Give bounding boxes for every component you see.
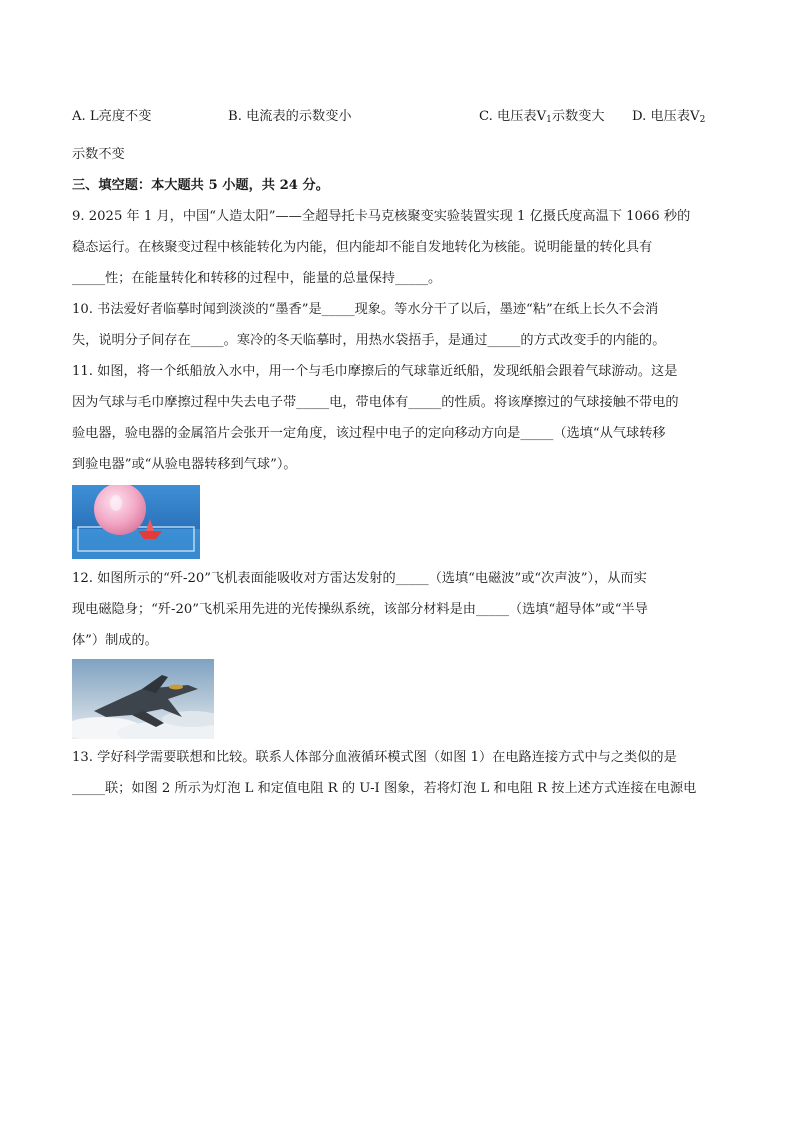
section-heading: 三、填空题：本大题共 5 小题，共 24 分。 — [72, 178, 329, 193]
j20-jet-image — [72, 659, 214, 739]
option-c: C. 电压表$V_1$示数变大 — [479, 109, 605, 125]
q12-line-1: 12. 如图所示的“歼-20”飞机表面能吸收对方雷达发射的_____（选填“电磁波”或“次声波”），从而实 — [72, 571, 647, 586]
q13-line-2: _____联；如图 2 所示为灯泡 L 和定值电阻 R 的 U-I 图象，若将灯泡 L 和电阻 R 按上述方式连接在电源电 — [72, 781, 697, 796]
q13-line-1: 13. 学好科学需要联想和比较。联系人体部分血液循环模式图（如图 1）在电路连接方式中与之类似的是 — [72, 750, 677, 765]
option-a: A. L亮度不变 — [72, 109, 152, 124]
q11-line-1: 11. 如图，将一个纸船放入水中，用一个与毛巾摩擦后的气球靠近纸船，发现纸船会跟着气球游动。这是 — [72, 364, 678, 379]
q12-line-2: 现电磁隐身；“歼-20”飞机采用先进的光传操纵系统，该部分材料是由_____（选填“超导体”或“半导 — [72, 602, 648, 617]
option-d: D. 电压表$V_2$ — [632, 109, 706, 125]
q11-line-4: 到验电器”或“从验电器转移到气球”）。 — [72, 457, 297, 472]
q11-line-2: 因为气球与毛巾摩擦过程中失去电子带_____电，带电体有_____的性质。将该摩擦过的气球接触不带电的 — [72, 395, 679, 410]
q10-line-2: 失，说明分子间存在_____。寒冷的冬天临摹时，用热水袋捂手，是通过_____的方式改变手的内能的。 — [72, 333, 666, 348]
option-d-continuation: 示数不变 — [72, 147, 125, 162]
q9-line-3: _____性；在能量转化和转移的过程中，能量的总量保持_____。 — [72, 271, 442, 286]
q10-line-1: 10. 书法爱好者临摹时闻到淡淡的“墨香”是_____现象。等水分干了以后，墨迹“粘”在纸上长久不会消 — [72, 302, 659, 317]
q9-line-2: 稳态运行。在核聚变过程中核能转化为内能，但内能却不能自发地转化为核能。说明能量的转化具有 — [72, 240, 653, 255]
option-b: B. 电流表的示数变小 — [228, 109, 352, 124]
balloon-boat-image — [72, 485, 200, 559]
q11-line-3: 验电器，验电器的金属箔片会张开一定角度，该过程中电子的定向移动方向是_____（选填“从气球转移 — [72, 426, 666, 441]
q12-line-3: 体”）制成的。 — [72, 633, 158, 648]
q9-line-1: 9. 2025 年 1 月，中国“人造太阳”——全超导托卡马克核聚变实验装置实现 1 亿摄氏度高温下 1066 秒的 — [72, 209, 691, 224]
